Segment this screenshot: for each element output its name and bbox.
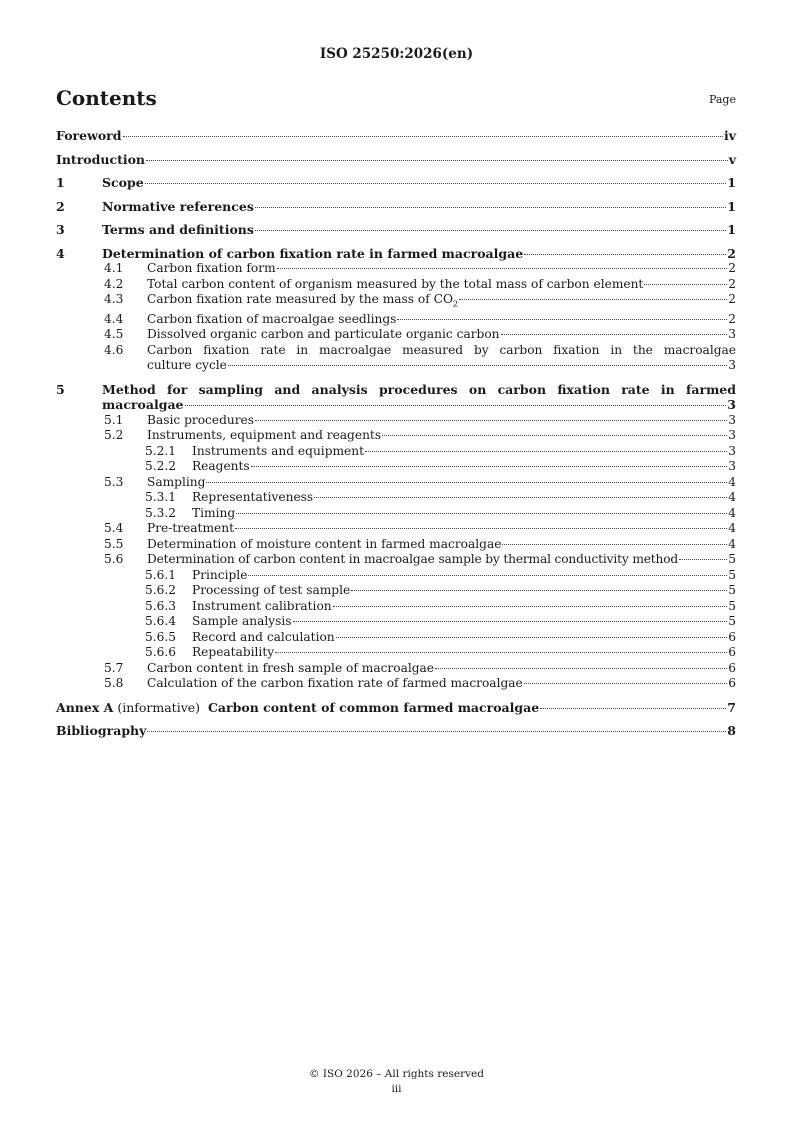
toc-page: 5 xyxy=(728,567,736,582)
toc-number: 5.5 xyxy=(104,536,124,551)
toc-page: 3 xyxy=(728,428,736,443)
toc-page: iv xyxy=(723,128,736,143)
toc-title: Carbon content in fresh sample of macroalgae xyxy=(147,660,435,675)
toc-page: 3 xyxy=(728,412,736,427)
dot-leader xyxy=(351,590,727,591)
toc-page: 6 xyxy=(728,676,736,691)
toc-entry-foreword[interactable] xyxy=(56,128,736,144)
dot-leader xyxy=(365,451,727,452)
dot-leader xyxy=(277,268,728,269)
toc-number: 5.2.2 xyxy=(145,459,177,474)
toc-page: 8 xyxy=(727,723,736,739)
toc-title: Sampling xyxy=(147,474,206,489)
toc-entry-5-6-2[interactable] xyxy=(56,583,736,599)
toc-title: Determination of carbon fixation rate in farmed macroalgae xyxy=(102,245,524,261)
toc-title: Timing xyxy=(192,505,236,520)
dot-leader xyxy=(501,334,728,335)
toc-page: 3 xyxy=(728,327,736,342)
toc-page: 5 xyxy=(728,552,736,567)
toc-entry-5-2-1[interactable] xyxy=(56,444,736,460)
toc-page: 6 xyxy=(728,629,736,644)
toc-page: 6 xyxy=(728,660,736,675)
toc-page: 1 xyxy=(727,198,736,214)
toc-title: Calculation of the carbon fixation rate of farmed macroalgae xyxy=(147,676,523,691)
toc-entry-5-8[interactable] xyxy=(56,676,736,692)
toc-page: 2 xyxy=(728,311,736,326)
dot-leader xyxy=(382,435,727,436)
toc-title: Processing of test sample xyxy=(192,583,351,598)
contents-title: Contents xyxy=(56,86,157,110)
toc-entry-3[interactable] xyxy=(56,222,736,238)
toc-page: 2 xyxy=(728,276,736,291)
dot-leader xyxy=(524,683,727,684)
toc-title: Instruments, equipment and reagents xyxy=(147,428,382,443)
toc-entry-introduction[interactable] xyxy=(56,152,736,168)
toc-number: 4.5 xyxy=(104,327,124,342)
dot-leader xyxy=(397,319,727,320)
dot-leader xyxy=(524,254,726,255)
dot-leader xyxy=(123,136,723,137)
dot-leader xyxy=(314,497,727,498)
toc-title-line1: Carbon fixation rate in macroalgae measured by carbon fixation in the macroalgae xyxy=(147,342,736,357)
toc-title: Foreword xyxy=(56,128,122,143)
toc-page: 3 xyxy=(728,358,736,373)
toc-entry-annex-a[interactable] xyxy=(56,700,736,716)
toc-number: 5.6.6 xyxy=(145,645,177,660)
toc-number: 4.3 xyxy=(104,292,124,306)
dot-leader xyxy=(251,466,728,467)
toc-page: 4 xyxy=(728,536,736,551)
dot-leader xyxy=(206,482,727,483)
toc-entry-4-4[interactable] xyxy=(56,312,736,328)
toc-title-text: Carbon fixation rate measured by the mass of CO xyxy=(147,292,453,306)
toc-title: Sample analysis xyxy=(192,614,292,629)
toc-page: 2 xyxy=(728,261,736,275)
toc-entry-5-2-2[interactable] xyxy=(56,459,736,475)
toc-page: 5 xyxy=(728,614,736,629)
toc-page: 4 xyxy=(728,490,736,505)
toc-entry-5-7[interactable] xyxy=(56,661,736,677)
dot-leader xyxy=(255,230,726,231)
toc-number: 4 xyxy=(56,245,65,261)
dot-leader xyxy=(147,731,726,732)
toc-entry-4[interactable] xyxy=(56,246,736,262)
subscript-2: 2 xyxy=(452,299,459,309)
toc-number: 5.6.2 xyxy=(145,583,177,598)
dot-leader xyxy=(248,575,727,576)
toc-page: 5 xyxy=(728,583,736,598)
toc-page: 3 xyxy=(728,459,736,474)
dot-leader xyxy=(679,559,727,560)
toc-number: 4.4 xyxy=(104,311,124,326)
toc-title: Record and calculation xyxy=(192,629,335,644)
toc-number: 5.3.1 xyxy=(145,490,177,505)
toc-number: 3 xyxy=(56,222,65,237)
toc-number: 5.6.4 xyxy=(145,614,177,629)
toc-number: 5.8 xyxy=(104,676,124,691)
toc-entry-2[interactable] xyxy=(56,199,736,215)
toc-entry-5-6-6[interactable] xyxy=(56,645,736,661)
dot-leader xyxy=(255,207,726,208)
toc-entry-5-6-1[interactable] xyxy=(56,568,736,584)
toc-number: 5.6.3 xyxy=(145,598,177,613)
toc-title: Repeatability xyxy=(192,645,275,660)
toc-title: Scope xyxy=(102,175,144,190)
toc-title xyxy=(56,700,539,716)
dot-leader xyxy=(502,544,727,545)
toc-entry-5-6[interactable] xyxy=(56,552,736,568)
toc-page: 4 xyxy=(728,474,736,489)
toc-number: 5.3 xyxy=(104,474,124,489)
toc-title: Carbon fixation form xyxy=(147,261,276,275)
toc-number: 5.1 xyxy=(104,412,124,427)
toc-number: 4.2 xyxy=(104,276,124,291)
dot-leader xyxy=(185,405,727,406)
toc-number: 5 xyxy=(56,381,65,397)
toc-number: 5.2 xyxy=(104,428,124,443)
toc-number: 2 xyxy=(56,198,65,214)
toc-number: 5.2.1 xyxy=(145,443,177,458)
toc-entry-bibliography[interactable] xyxy=(56,723,736,739)
toc-title-line2: macroalgae xyxy=(102,397,184,413)
toc-title-line1: Method for sampling and analysis procedures on carbon fixation rate in farmed xyxy=(102,381,736,397)
annex-title: Carbon content of common farmed macroalgae xyxy=(207,699,540,715)
dot-leader xyxy=(459,299,727,300)
dot-leader xyxy=(146,160,728,161)
dot-leader xyxy=(235,528,727,529)
page-number: iii xyxy=(391,1083,402,1095)
toc-entry-5-2[interactable] xyxy=(56,428,736,444)
toc-title: Instruments and equipment xyxy=(192,443,365,458)
toc-page: 4 xyxy=(728,505,736,520)
toc-number: 5.6.5 xyxy=(145,629,177,644)
dot-leader xyxy=(236,513,727,514)
toc-entry-5-4[interactable] xyxy=(56,521,736,537)
toc-page: 7 xyxy=(727,699,736,715)
toc-page: v xyxy=(728,151,736,167)
annex-type: (informative) xyxy=(113,699,208,715)
toc-entry-5[interactable] xyxy=(56,382,736,413)
toc-number: 4.1 xyxy=(104,261,124,275)
dot-leader xyxy=(336,637,728,638)
toc-page: 2 xyxy=(727,245,736,261)
toc-number: 5.7 xyxy=(104,660,124,675)
toc-title: Dissolved organic carbon and particulate organic carbon xyxy=(147,327,500,342)
dot-leader xyxy=(228,365,727,366)
toc-page: 3 xyxy=(727,397,736,413)
toc-page: 1 xyxy=(727,175,736,190)
toc-title: Representativeness xyxy=(192,490,314,505)
toc-title: Reagents xyxy=(192,459,250,474)
copyright-notice: © ISO 2026 – All rights reserved xyxy=(309,1068,484,1080)
toc-entry-4-5[interactable] xyxy=(56,327,736,343)
toc-entry-4-6[interactable] xyxy=(56,343,736,374)
toc-page: 2 xyxy=(728,292,736,306)
toc-page: 1 xyxy=(727,222,736,237)
toc-entry-5-6-3[interactable] xyxy=(56,599,736,615)
toc-entry-5-1[interactable] xyxy=(56,413,736,429)
dot-leader xyxy=(644,284,727,285)
toc-entry-5-3-1[interactable] xyxy=(56,490,736,506)
toc-entry-4-2[interactable] xyxy=(56,277,736,293)
toc-title: Determination of moisture content in farmed macroalgae xyxy=(147,536,502,551)
toc-entry-5-3[interactable] xyxy=(56,475,736,491)
toc-title: Normative references xyxy=(102,198,254,214)
dot-leader xyxy=(435,668,727,669)
toc-page: 5 xyxy=(728,598,736,613)
toc-title: Bibliography xyxy=(56,723,147,739)
toc-title: Terms and definitions xyxy=(102,222,254,237)
dot-leader xyxy=(145,183,727,184)
toc-page: 3 xyxy=(728,443,736,458)
toc-page: 4 xyxy=(728,521,736,536)
table-of-contents xyxy=(56,128,736,739)
dot-leader xyxy=(333,606,728,607)
dot-leader xyxy=(540,708,726,709)
toc-page: 6 xyxy=(728,645,736,660)
toc-entry-5-6-4[interactable] xyxy=(56,614,736,630)
toc-entry-4-3[interactable] xyxy=(56,292,736,312)
toc-number: 5.6.1 xyxy=(145,567,177,582)
toc-title: Principle xyxy=(192,567,248,582)
document-id-header: ISO 25250:2026(en) xyxy=(319,46,474,62)
toc-number: 5.6 xyxy=(104,552,124,567)
annex-label: Annex A xyxy=(56,699,114,715)
toc-entry-5-6-5[interactable] xyxy=(56,630,736,646)
toc-number: 1 xyxy=(56,175,65,190)
toc-entry-1[interactable] xyxy=(56,175,736,191)
dot-leader xyxy=(275,652,727,653)
toc-entry-5-3-2[interactable] xyxy=(56,506,736,522)
toc-title: Introduction xyxy=(56,151,146,167)
dot-leader xyxy=(255,420,727,421)
toc-title: Basic procedures xyxy=(147,412,255,427)
toc-entry-4-1[interactable] xyxy=(56,261,736,277)
toc-entry-5-5[interactable] xyxy=(56,537,736,553)
toc-title-line2: culture cycle xyxy=(147,358,227,373)
page-footer xyxy=(0,1067,793,1097)
toc-title: Carbon fixation of macroalgae seedlings xyxy=(147,311,397,326)
toc-number: 5.3.2 xyxy=(145,505,177,520)
toc-title: Total carbon content of organism measured by the total mass of carbon element xyxy=(147,276,644,291)
toc-number: 4.6 xyxy=(104,342,124,357)
dot-leader xyxy=(293,621,728,622)
toc-title: Pre-treatment xyxy=(147,521,234,536)
toc-number: 5.4 xyxy=(104,521,124,536)
toc-title: Instrument calibration xyxy=(192,598,332,613)
page-column-label: Page xyxy=(708,93,736,106)
toc-title: Determination of carbon content in macroalgae sample by thermal conductivity method xyxy=(147,552,679,567)
